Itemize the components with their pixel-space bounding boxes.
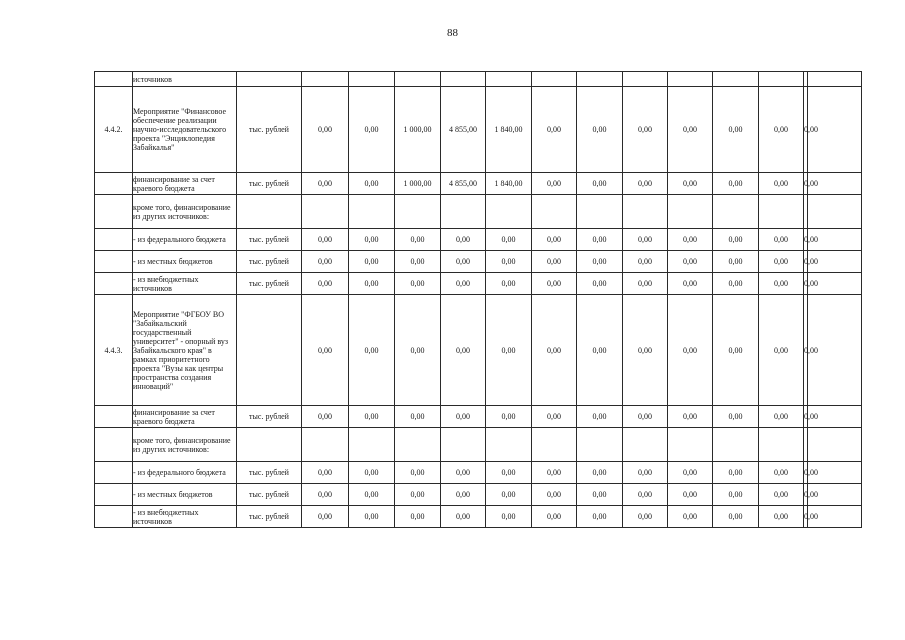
row-unit: тыс. рублей bbox=[237, 251, 302, 273]
value-cell: 0,00 bbox=[713, 406, 759, 428]
value-cell bbox=[623, 72, 668, 87]
value-cell: 0,00 bbox=[349, 406, 395, 428]
row-unit: тыс. рублей bbox=[237, 484, 302, 506]
row-name: финансирование за счет краевого бюджета bbox=[133, 406, 237, 428]
value-cell: 0,00 bbox=[486, 484, 532, 506]
value-cell: 0,00 bbox=[668, 229, 713, 251]
value-cell: 0,00 bbox=[349, 295, 395, 406]
value-cell: 0,00 bbox=[441, 506, 486, 528]
edge-cell bbox=[808, 428, 862, 462]
value-cell: 0,00 bbox=[804, 295, 808, 406]
value-cell: 0,00 bbox=[713, 251, 759, 273]
value-cell: 0,00 bbox=[804, 251, 808, 273]
value-cell: 0,00 bbox=[486, 462, 532, 484]
value-cell bbox=[349, 72, 395, 87]
value-cell: 0,00 bbox=[486, 295, 532, 406]
table-row bbox=[95, 195, 862, 229]
value-cell: 0,00 bbox=[713, 484, 759, 506]
value-cell: 0,00 bbox=[759, 173, 804, 195]
value-cell: 0,00 bbox=[486, 251, 532, 273]
value-cell: 0,00 bbox=[623, 462, 668, 484]
value-cell: 0,00 bbox=[759, 229, 804, 251]
row-unit bbox=[237, 295, 302, 406]
value-cell: 0,00 bbox=[668, 406, 713, 428]
value-cell: 0,00 bbox=[577, 462, 623, 484]
value-cell: 0,00 bbox=[532, 273, 577, 295]
value-cell: 0,00 bbox=[395, 273, 441, 295]
value-cell: 0,00 bbox=[668, 173, 713, 195]
value-cell: 0,00 bbox=[532, 295, 577, 406]
table-row bbox=[95, 251, 862, 273]
value-cell bbox=[759, 195, 804, 229]
financing-table bbox=[94, 71, 862, 528]
value-cell: 0,00 bbox=[577, 506, 623, 528]
value-cell: 0,00 bbox=[623, 406, 668, 428]
value-cell: 0,00 bbox=[532, 87, 577, 173]
table-row bbox=[95, 72, 862, 87]
value-cell bbox=[302, 72, 349, 87]
edge-cell bbox=[808, 72, 862, 87]
value-cell: 0,00 bbox=[395, 251, 441, 273]
value-cell bbox=[577, 195, 623, 229]
value-cell: 0,00 bbox=[623, 251, 668, 273]
value-cell: 0,00 bbox=[623, 273, 668, 295]
value-cell: 0,00 bbox=[668, 506, 713, 528]
row-unit: тыс. рублей bbox=[237, 506, 302, 528]
value-cell: 0,00 bbox=[441, 484, 486, 506]
value-cell: 0,00 bbox=[577, 87, 623, 173]
value-cell: 0,00 bbox=[395, 406, 441, 428]
value-cell: 0,00 bbox=[532, 462, 577, 484]
value-cell bbox=[532, 428, 577, 462]
edge-cell bbox=[808, 195, 862, 229]
value-cell: 1 000,00 bbox=[395, 87, 441, 173]
row-unit: тыс. рублей bbox=[237, 273, 302, 295]
table-row bbox=[95, 87, 862, 173]
value-cell bbox=[532, 195, 577, 229]
value-cell bbox=[668, 72, 713, 87]
value-cell bbox=[759, 72, 804, 87]
row-code bbox=[95, 428, 133, 462]
value-cell: 0,00 bbox=[804, 87, 808, 173]
row-code bbox=[95, 229, 133, 251]
value-cell bbox=[713, 428, 759, 462]
value-cell: 0,00 bbox=[486, 273, 532, 295]
table-row bbox=[95, 506, 862, 528]
value-cell: 0,00 bbox=[302, 462, 349, 484]
value-cell: 0,00 bbox=[668, 295, 713, 406]
value-cell: 0,00 bbox=[759, 295, 804, 406]
value-cell: 0,00 bbox=[577, 406, 623, 428]
row-name: Мероприятие "ФГБОУ ВО "Забайкальский государственный университет" - опорный вуз Забайкальского края" в рамках приоритетного проекта "Вузы как центры пространства создания инноваций" bbox=[133, 295, 237, 406]
row-name: - из федерального бюджета bbox=[133, 462, 237, 484]
value-cell bbox=[713, 195, 759, 229]
value-cell: 0,00 bbox=[713, 229, 759, 251]
row-name: кроме того, финансирование из других источников: bbox=[133, 428, 237, 462]
value-cell: 1 840,00 bbox=[486, 173, 532, 195]
row-name: Мероприятие "Финансовое обеспечение реализации научно-исследовательского проекта "Энциклопедия Забайкалья" bbox=[133, 87, 237, 173]
row-name: финансирование за счет краевого бюджета bbox=[133, 173, 237, 195]
value-cell: 0,00 bbox=[804, 229, 808, 251]
table-body bbox=[95, 72, 862, 528]
value-cell: 0,00 bbox=[804, 506, 808, 528]
row-code: 4.4.3. bbox=[95, 295, 133, 406]
value-cell: 0,00 bbox=[577, 251, 623, 273]
value-cell: 0,00 bbox=[668, 273, 713, 295]
table-row bbox=[95, 462, 862, 484]
value-cell: 0,00 bbox=[713, 173, 759, 195]
value-cell: 0,00 bbox=[441, 229, 486, 251]
value-cell: 0,00 bbox=[349, 506, 395, 528]
row-unit bbox=[237, 72, 302, 87]
row-name: - из местных бюджетов bbox=[133, 484, 237, 506]
value-cell bbox=[713, 72, 759, 87]
value-cell bbox=[395, 428, 441, 462]
value-cell: 0,00 bbox=[302, 173, 349, 195]
row-name: - из местных бюджетов bbox=[133, 251, 237, 273]
table-row bbox=[95, 295, 862, 406]
value-cell bbox=[759, 428, 804, 462]
row-code bbox=[95, 462, 133, 484]
value-cell bbox=[623, 428, 668, 462]
value-cell: 0,00 bbox=[759, 406, 804, 428]
row-code bbox=[95, 173, 133, 195]
row-unit: тыс. рублей bbox=[237, 173, 302, 195]
value-cell bbox=[668, 428, 713, 462]
value-cell: 0,00 bbox=[668, 87, 713, 173]
value-cell: 0,00 bbox=[349, 251, 395, 273]
value-cell: 0,00 bbox=[623, 173, 668, 195]
row-code bbox=[95, 195, 133, 229]
row-unit bbox=[237, 195, 302, 229]
value-cell: 0,00 bbox=[759, 484, 804, 506]
value-cell: 0,00 bbox=[486, 406, 532, 428]
value-cell: 4 855,00 bbox=[441, 173, 486, 195]
value-cell: 0,00 bbox=[759, 506, 804, 528]
value-cell: 0,00 bbox=[349, 173, 395, 195]
row-name: - из внебюджетных источников bbox=[133, 506, 237, 528]
table-row bbox=[95, 229, 862, 251]
value-cell bbox=[441, 428, 486, 462]
value-cell bbox=[349, 195, 395, 229]
value-cell: 0,00 bbox=[759, 462, 804, 484]
row-name: - из внебюджетных источников bbox=[133, 273, 237, 295]
row-unit: тыс. рублей bbox=[237, 87, 302, 173]
table-row bbox=[95, 273, 862, 295]
row-code: 4.4.2. bbox=[95, 87, 133, 173]
value-cell bbox=[302, 428, 349, 462]
value-cell bbox=[577, 428, 623, 462]
value-cell bbox=[623, 195, 668, 229]
value-cell: 0,00 bbox=[395, 484, 441, 506]
page-number: 88 bbox=[447, 27, 458, 39]
value-cell: 0,00 bbox=[441, 295, 486, 406]
value-cell: 0,00 bbox=[486, 506, 532, 528]
value-cell: 0,00 bbox=[441, 251, 486, 273]
value-cell bbox=[302, 195, 349, 229]
value-cell: 0,00 bbox=[395, 295, 441, 406]
value-cell bbox=[486, 195, 532, 229]
value-cell: 0,00 bbox=[395, 229, 441, 251]
value-cell: 0,00 bbox=[713, 273, 759, 295]
value-cell bbox=[668, 195, 713, 229]
value-cell: 0,00 bbox=[349, 462, 395, 484]
row-name: источников bbox=[133, 72, 237, 87]
value-cell: 0,00 bbox=[577, 173, 623, 195]
value-cell: 0,00 bbox=[302, 251, 349, 273]
value-cell: 0,00 bbox=[577, 484, 623, 506]
value-cell: 0,00 bbox=[759, 87, 804, 173]
value-cell: 0,00 bbox=[623, 506, 668, 528]
value-cell: 0,00 bbox=[532, 406, 577, 428]
value-cell: 0,00 bbox=[302, 273, 349, 295]
value-cell: 0,00 bbox=[713, 506, 759, 528]
value-cell: 0,00 bbox=[532, 229, 577, 251]
row-code bbox=[95, 406, 133, 428]
value-cell bbox=[486, 72, 532, 87]
value-cell: 0,00 bbox=[804, 406, 808, 428]
value-cell bbox=[395, 72, 441, 87]
value-cell: 0,00 bbox=[804, 484, 808, 506]
table-row bbox=[95, 406, 862, 428]
value-cell: 1 840,00 bbox=[486, 87, 532, 173]
row-unit: тыс. рублей bbox=[237, 406, 302, 428]
row-unit: тыс. рублей bbox=[237, 462, 302, 484]
row-unit: тыс. рублей bbox=[237, 229, 302, 251]
value-cell: 0,00 bbox=[486, 229, 532, 251]
value-cell: 0,00 bbox=[577, 229, 623, 251]
row-code bbox=[95, 72, 133, 87]
value-cell: 0,00 bbox=[804, 462, 808, 484]
value-cell: 0,00 bbox=[441, 462, 486, 484]
value-cell: 0,00 bbox=[623, 295, 668, 406]
value-cell: 0,00 bbox=[713, 462, 759, 484]
value-cell: 0,00 bbox=[532, 173, 577, 195]
value-cell: 0,00 bbox=[395, 462, 441, 484]
row-code bbox=[95, 251, 133, 273]
value-cell: 0,00 bbox=[623, 229, 668, 251]
value-cell: 0,00 bbox=[713, 295, 759, 406]
value-cell: 0,00 bbox=[623, 87, 668, 173]
value-cell: 0,00 bbox=[302, 506, 349, 528]
value-cell: 0,00 bbox=[349, 229, 395, 251]
value-cell bbox=[349, 428, 395, 462]
value-cell: 0,00 bbox=[759, 273, 804, 295]
row-code bbox=[95, 484, 133, 506]
value-cell: 4 855,00 bbox=[441, 87, 486, 173]
value-cell: 0,00 bbox=[804, 173, 808, 195]
value-cell: 0,00 bbox=[713, 87, 759, 173]
value-cell: 0,00 bbox=[395, 506, 441, 528]
value-cell: 0,00 bbox=[349, 484, 395, 506]
row-name: кроме того, финансирование из других источников: bbox=[133, 195, 237, 229]
value-cell: 0,00 bbox=[349, 87, 395, 173]
table-row bbox=[95, 484, 862, 506]
value-cell: 0,00 bbox=[577, 295, 623, 406]
value-cell bbox=[395, 195, 441, 229]
value-cell: 0,00 bbox=[441, 406, 486, 428]
row-name: - из федерального бюджета bbox=[133, 229, 237, 251]
value-cell bbox=[441, 195, 486, 229]
value-cell bbox=[486, 428, 532, 462]
value-cell: 1 000,00 bbox=[395, 173, 441, 195]
row-unit bbox=[237, 428, 302, 462]
row-code bbox=[95, 506, 133, 528]
value-cell: 0,00 bbox=[441, 273, 486, 295]
value-cell bbox=[441, 72, 486, 87]
table-row bbox=[95, 173, 862, 195]
value-cell bbox=[577, 72, 623, 87]
value-cell: 0,00 bbox=[302, 229, 349, 251]
value-cell: 0,00 bbox=[532, 484, 577, 506]
value-cell: 0,00 bbox=[532, 506, 577, 528]
value-cell: 0,00 bbox=[668, 484, 713, 506]
value-cell: 0,00 bbox=[532, 251, 577, 273]
value-cell: 0,00 bbox=[302, 484, 349, 506]
value-cell: 0,00 bbox=[302, 295, 349, 406]
value-cell: 0,00 bbox=[302, 406, 349, 428]
value-cell: 0,00 bbox=[668, 462, 713, 484]
value-cell: 0,00 bbox=[759, 251, 804, 273]
value-cell: 0,00 bbox=[623, 484, 668, 506]
value-cell: 0,00 bbox=[349, 273, 395, 295]
row-code bbox=[95, 273, 133, 295]
value-cell: 0,00 bbox=[804, 273, 808, 295]
value-cell bbox=[532, 72, 577, 87]
value-cell: 0,00 bbox=[302, 87, 349, 173]
value-cell: 0,00 bbox=[577, 273, 623, 295]
value-cell: 0,00 bbox=[668, 251, 713, 273]
table-row bbox=[95, 428, 862, 462]
